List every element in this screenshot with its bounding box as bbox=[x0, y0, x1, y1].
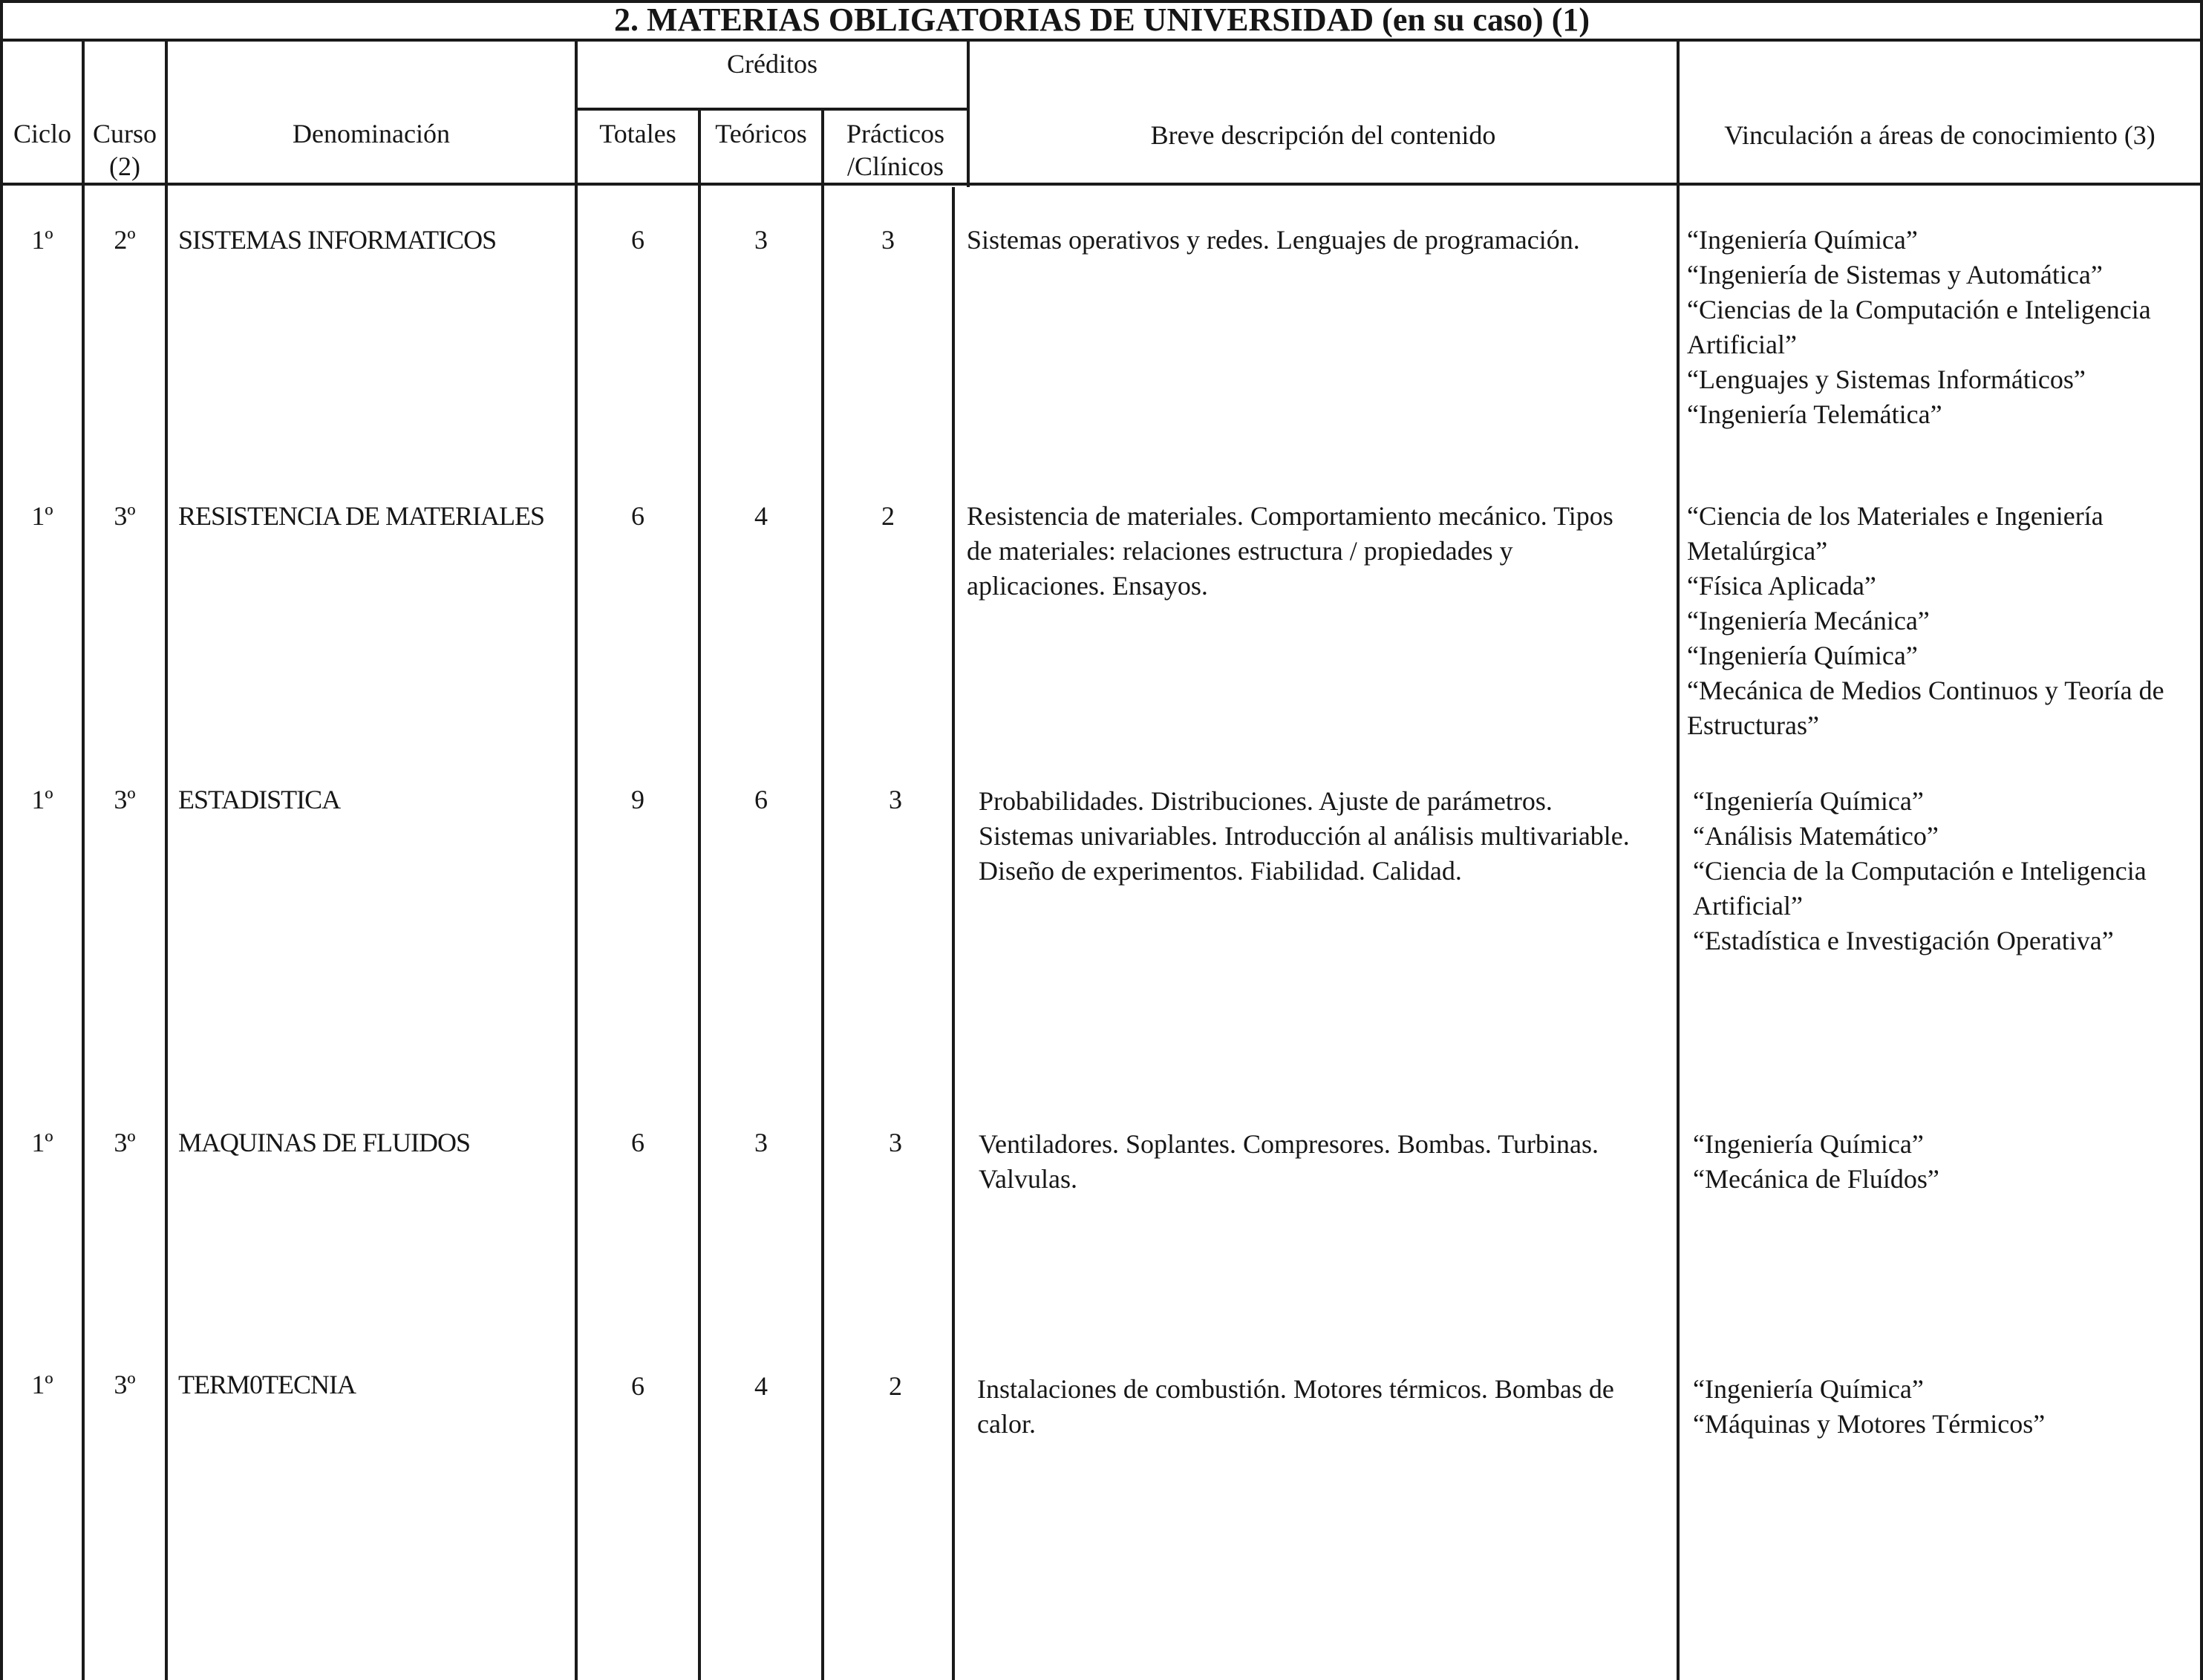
row-2-descripcion: Resistencia de materiales. Comportamiento mecánico. Tipos de materiales: relaciones estructura / propiedades y aplicaciones. Ensayos. bbox=[967, 501, 1613, 601]
page-title: 2. MATERIAS OBLIGATORIAS DE UNIVERSIDAD (en su caso) (1) bbox=[613, 1, 1590, 38]
header-curso-note: (2) bbox=[109, 151, 140, 181]
row-4-descripcion: Ventiladores. Soplantes. Compresores. Bombas. Turbinas. Valvulas. bbox=[979, 1129, 1599, 1194]
row-2-ciclo: 1º bbox=[31, 501, 53, 531]
header-totales: Totales bbox=[599, 119, 676, 148]
col-sep-ciclo bbox=[82, 39, 85, 1680]
row-1-totales: 6 bbox=[631, 225, 644, 255]
col-sep-practicos bbox=[952, 187, 955, 1680]
row-1-curso: 2º bbox=[114, 225, 136, 255]
row-4-practicos: 3 bbox=[889, 1128, 902, 1157]
row-3-practicos: 3 bbox=[889, 785, 902, 814]
row-1-descripcion: Sistemas operativos y redes. Lenguajes de programación. bbox=[967, 225, 1580, 255]
row-3-curso: 3º bbox=[114, 785, 136, 814]
row-4-totales: 6 bbox=[631, 1128, 644, 1157]
row-1-denominacion: SISTEMAS INFORMATICOS bbox=[178, 225, 497, 255]
col-sep-denominacion bbox=[575, 39, 578, 1680]
right-border bbox=[2200, 0, 2203, 1680]
row-5-teoricos: 4 bbox=[754, 1371, 768, 1401]
row-2-teoricos: 4 bbox=[754, 501, 768, 531]
header-practicos: Prácticos bbox=[846, 119, 944, 148]
col-sep-practicos-header bbox=[967, 39, 970, 187]
row-2-totales: 6 bbox=[631, 501, 644, 531]
row-5-practicos: 2 bbox=[889, 1371, 902, 1401]
row-3-ciclo: 1º bbox=[31, 785, 53, 814]
header-curso: Curso bbox=[92, 119, 157, 148]
row-1-teoricos: 3 bbox=[754, 225, 768, 255]
header-creditos: Créditos bbox=[727, 49, 817, 79]
col-sep-totales bbox=[698, 108, 701, 1680]
row-2-denominacion: RESISTENCIA DE MATERIALES bbox=[178, 501, 545, 531]
row-5-totales: 6 bbox=[631, 1371, 644, 1401]
row-4-teoricos: 3 bbox=[754, 1128, 768, 1157]
header-descripcion: Breve descripción del contenido bbox=[1150, 120, 1496, 150]
header-bottom-rule bbox=[0, 183, 2203, 186]
row-1-practicos: 3 bbox=[881, 225, 895, 255]
row-4-vinculacion: “Ingeniería Química” “Mecánica de Fluídos” bbox=[1693, 1129, 1939, 1194]
row-2-practicos: 2 bbox=[881, 501, 895, 531]
row-2-curso: 3º bbox=[114, 501, 136, 531]
title-underline bbox=[0, 39, 2203, 42]
row-3-denominacion: ESTADISTICA bbox=[178, 785, 341, 814]
row-5-curso: 3º bbox=[114, 1370, 136, 1399]
row-1-vinculacion: “Ingeniería Química” “Ingeniería de Sistemas y Automática” “Ciencias de la Computación e Inteligencia Artificial” “Lenguajes y Sistemas Informáticos” “Ingeniería Telemática” bbox=[1687, 225, 2151, 429]
row-5-descripcion: Instalaciones de combustión. Motores térmicos. Bombas de calor. bbox=[977, 1374, 1614, 1439]
row-4-curso: 3º bbox=[114, 1128, 136, 1157]
row-1-ciclo: 1º bbox=[31, 225, 53, 255]
col-sep-descripcion bbox=[1677, 39, 1680, 1680]
row-3-descripcion: Probabilidades. Distribuciones. Ajuste de parámetros. Sistemas univariables. Introducción al análisis multivariable. Diseño de experimentos. Fiabilidad. Calidad. bbox=[979, 786, 1630, 886]
row-4-ciclo: 1º bbox=[31, 1128, 53, 1157]
row-5-vinculacion: “Ingeniería Química” “Máquinas y Motores Térmicos” bbox=[1693, 1374, 2046, 1439]
header-teoricos: Teóricos bbox=[715, 119, 807, 148]
row-3-vinculacion: “Ingeniería Química” “Análisis Matemático” “Ciencia de la Computación e Inteligencia Artificial” “Estadística e Investigación Operativa” bbox=[1693, 786, 2147, 955]
col-sep-curso bbox=[165, 39, 168, 1680]
row-5-ciclo: 1º bbox=[31, 1370, 53, 1399]
row-3-teoricos: 6 bbox=[754, 785, 768, 814]
header-ciclo: Ciclo bbox=[13, 119, 71, 148]
header-vinculacion: Vinculación a áreas de conocimiento (3) bbox=[1724, 120, 2155, 150]
header-denominacion: Denominación bbox=[293, 119, 450, 148]
header-clinicos: /Clínicos bbox=[846, 151, 944, 181]
creditos-rule bbox=[575, 108, 968, 111]
row-4-denominacion: MAQUINAS DE FLUIDOS bbox=[178, 1128, 471, 1157]
col-sep-teoricos bbox=[821, 108, 824, 1680]
row-3-totales: 9 bbox=[631, 785, 644, 814]
row-5-denominacion: TERM0TECNIA bbox=[178, 1370, 356, 1399]
row-2-vinculacion: “Ciencia de los Materiales e Ingeniería Metalúrgica” “Física Aplicada” “Ingeniería Mecánica” “Ingeniería Química” “Mecánica de Medios Continuos y Teoría de Estructuras” bbox=[1687, 501, 2164, 740]
